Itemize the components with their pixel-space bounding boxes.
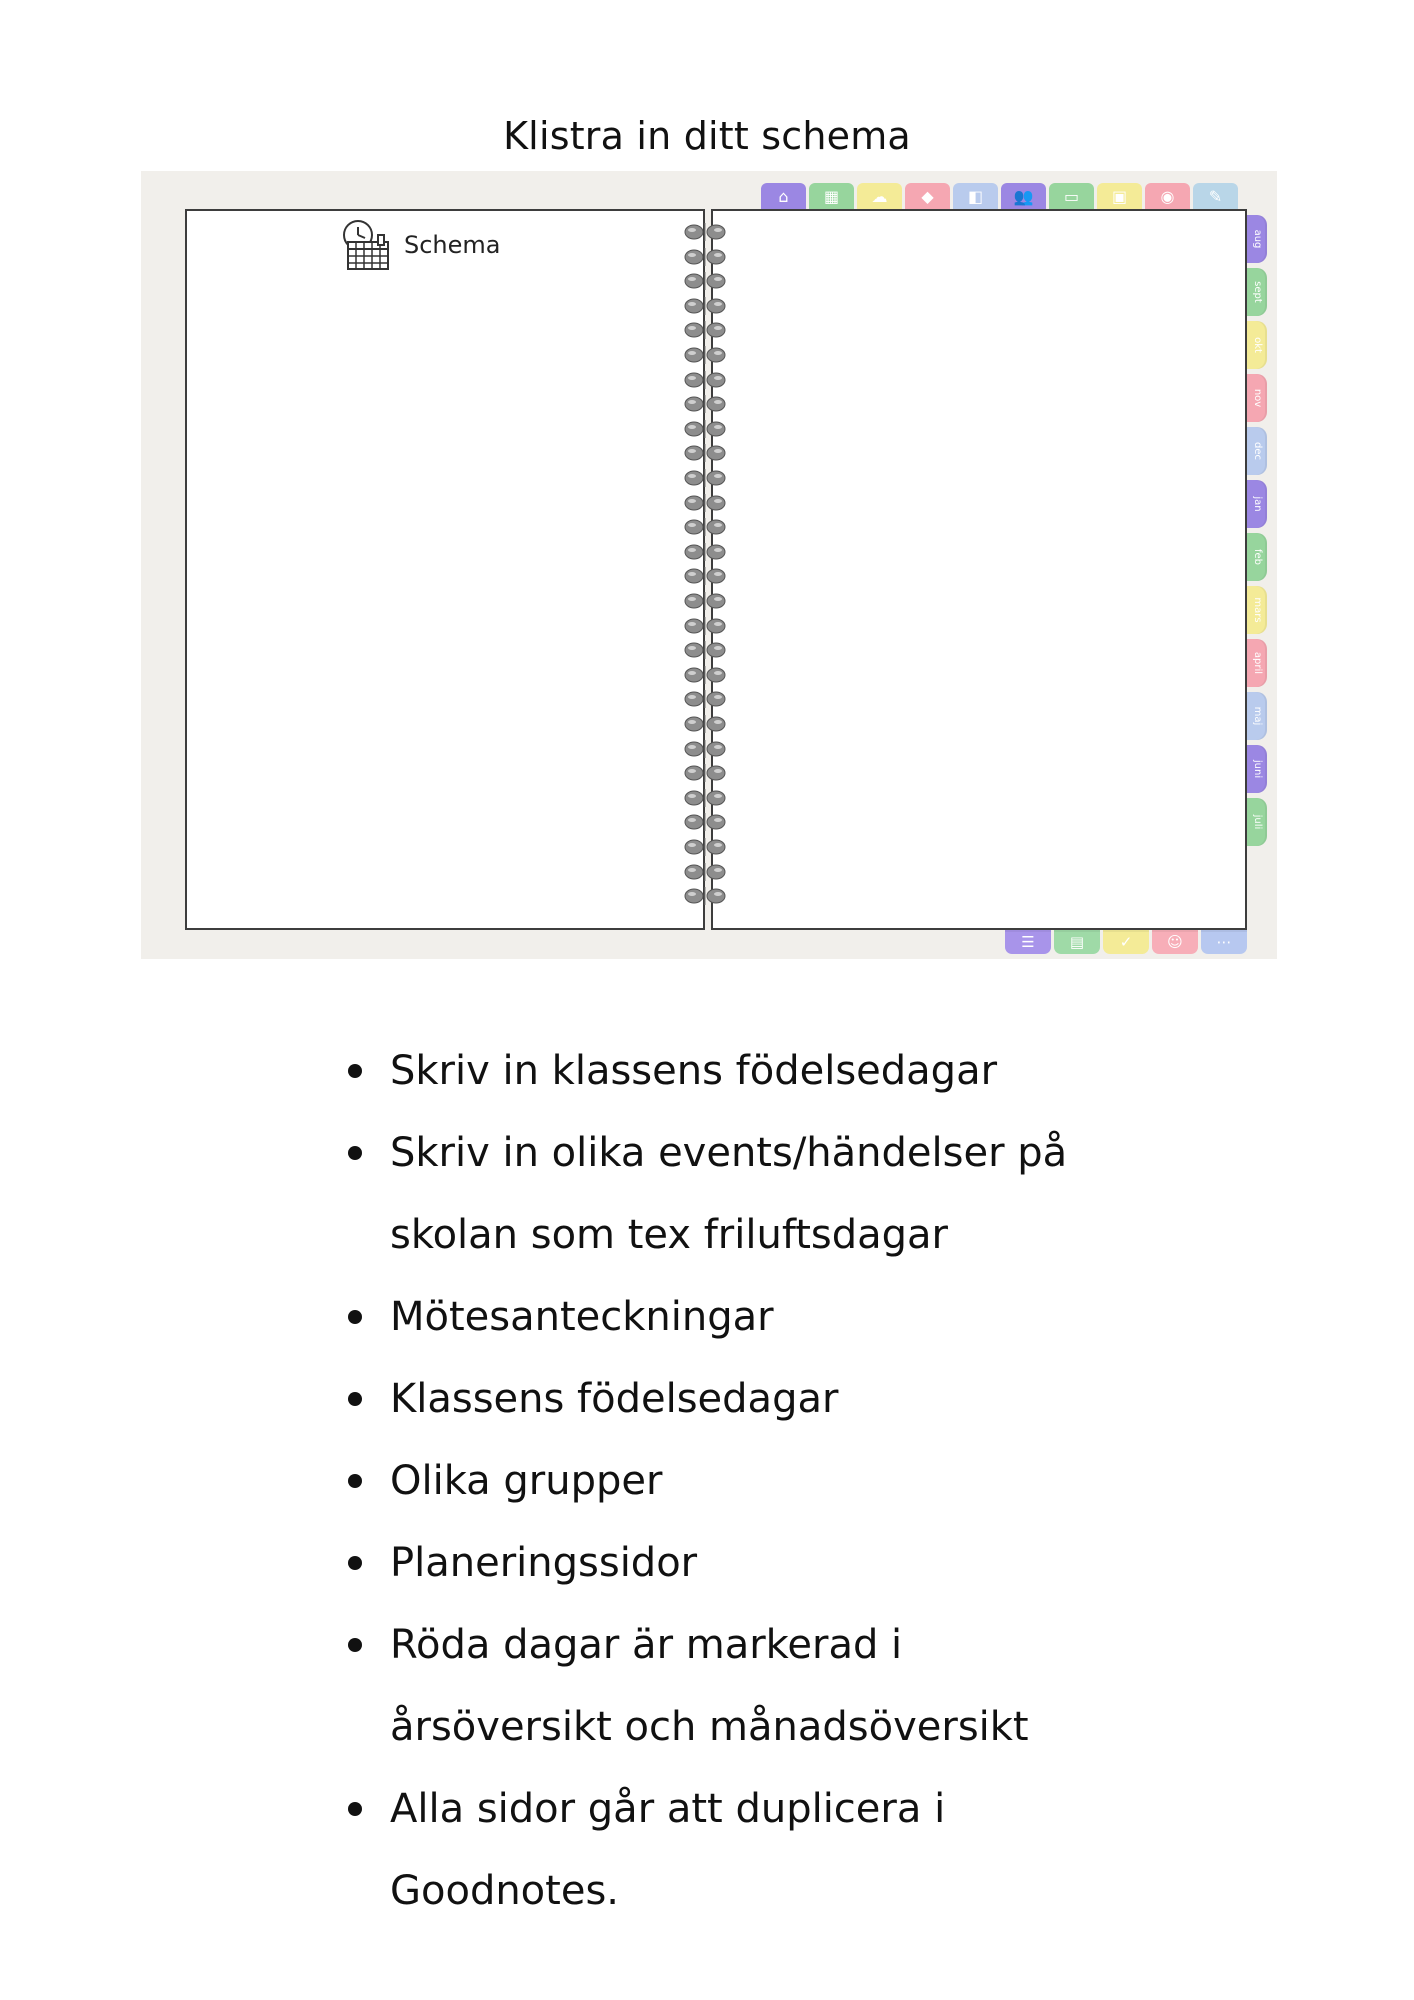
- school-bag-tab[interactable]: [1145, 183, 1190, 211]
- bottom-navigation-tabs: [1005, 930, 1245, 958]
- bullet-icon: [348, 1638, 362, 1652]
- binding-ring: [679, 272, 731, 290]
- binding-ring: [679, 641, 731, 659]
- binding-ring: [679, 764, 731, 782]
- binding-ring: [679, 469, 731, 487]
- graduation-cap-tab[interactable]: [905, 183, 950, 211]
- classroom-icon: ▣: [1111, 187, 1128, 206]
- bullet-icon: [348, 1064, 362, 1078]
- month-tab-label: april: [1252, 651, 1263, 675]
- feature-list-item: [340, 1768, 1120, 1932]
- month-tabs: [1247, 215, 1269, 855]
- month-tab-feb[interactable]: [1247, 533, 1267, 581]
- feature-list-item: [340, 1030, 1120, 1112]
- binding-ring: [679, 518, 731, 536]
- pencil-icon: ✎: [1208, 187, 1223, 206]
- document-icon: ▤: [1069, 932, 1085, 951]
- feature-list: [340, 1030, 1120, 1932]
- binding-ring: [679, 690, 731, 708]
- feature-text: Olika grupper: [390, 1458, 663, 1504]
- notes-icon: ☰: [1021, 932, 1035, 951]
- speech-bubble-tab[interactable]: [857, 183, 902, 211]
- feature-list-item: [340, 1358, 1120, 1440]
- classroom-tab[interactable]: [1097, 183, 1142, 211]
- binding-ring: [679, 740, 731, 758]
- binding-ring: [679, 248, 731, 266]
- schema-label: Schema: [404, 231, 501, 259]
- feature-text: Skriv in klassens födelsedagar: [390, 1048, 998, 1094]
- month-tab-juni[interactable]: [1247, 745, 1267, 793]
- binding-ring: [679, 543, 731, 561]
- planner-preview: [141, 171, 1277, 959]
- month-tab-dec[interactable]: [1247, 427, 1267, 475]
- bullet-icon: [348, 1146, 362, 1160]
- binding-ring: [679, 420, 731, 438]
- binding-ring: [679, 863, 731, 881]
- month-tab-label: nov: [1252, 388, 1263, 408]
- month-tab-label: jan: [1252, 496, 1263, 512]
- feature-text: Planeringssidor: [390, 1540, 698, 1586]
- month-tab-maj[interactable]: [1247, 692, 1267, 740]
- people-icon: 👥: [1013, 187, 1034, 206]
- graduation-cap-icon: ◆: [921, 187, 934, 206]
- notepad-tab[interactable]: [1049, 183, 1094, 211]
- home-tab[interactable]: [761, 183, 806, 211]
- feature-text: Skriv in olika events/händelser på skolan som tex friluftsdagar: [390, 1130, 1068, 1258]
- school-bag-icon: ◉: [1160, 187, 1175, 206]
- binding-ring: [679, 715, 731, 733]
- feature-list-item: [340, 1522, 1120, 1604]
- month-tab-label: maj: [1252, 706, 1263, 726]
- binding-ring: [679, 395, 731, 413]
- binding-ring: [679, 223, 731, 241]
- spiral-binding: [679, 223, 731, 913]
- month-tab-label: aug: [1252, 229, 1263, 249]
- binding-ring: [679, 567, 731, 585]
- binding-ring: [679, 346, 731, 364]
- month-tab-jan[interactable]: [1247, 480, 1267, 528]
- clock-calendar-icon: [340, 217, 396, 273]
- month-tab-mars[interactable]: [1247, 586, 1267, 634]
- checkmark-tab[interactable]: [1103, 930, 1149, 954]
- home-icon: ⌂: [778, 187, 789, 206]
- feature-text: Klassens födelsedagar: [390, 1376, 839, 1422]
- binding-ring: [679, 444, 731, 462]
- checkmark-icon: ✓: [1119, 932, 1133, 951]
- binding-ring: [679, 592, 731, 610]
- more-icon: ⋯: [1216, 932, 1232, 951]
- binding-ring: [679, 297, 731, 315]
- binding-ring: [679, 321, 731, 339]
- lunchbox-tab[interactable]: [953, 183, 998, 211]
- month-tab-april[interactable]: [1247, 639, 1267, 687]
- feature-text: Mötesanteckningar: [390, 1294, 774, 1340]
- month-tab-aug[interactable]: [1247, 215, 1267, 263]
- notepad-icon: ▭: [1063, 187, 1080, 206]
- month-tab-label: juni: [1252, 759, 1263, 779]
- binding-ring: [679, 666, 731, 684]
- bullet-icon: [348, 1474, 362, 1488]
- month-tab-label: dec: [1252, 442, 1263, 460]
- page-title: Klistra in ditt schema: [503, 114, 911, 158]
- bullet-icon: [348, 1802, 362, 1816]
- month-tab-nov[interactable]: [1247, 374, 1267, 422]
- month-tab-label: juli: [1252, 814, 1263, 830]
- binding-ring: [679, 813, 731, 831]
- feature-list-item: [340, 1112, 1120, 1276]
- schema-header: [340, 215, 501, 275]
- feature-text: Röda dagar är markerad i årsöversikt och månadsöversikt: [390, 1622, 1029, 1750]
- smiley-icon: ☺: [1167, 932, 1183, 951]
- lunchbox-icon: ◧: [967, 187, 984, 206]
- calendar-icon: ▦: [823, 187, 840, 206]
- binding-ring: [679, 887, 731, 905]
- bullet-icon: [348, 1310, 362, 1324]
- notes-tab[interactable]: [1005, 930, 1051, 954]
- month-tab-okt[interactable]: [1247, 321, 1267, 369]
- month-tab-label: mars: [1252, 597, 1263, 623]
- document-tab[interactable]: [1054, 930, 1100, 954]
- feature-list-item: [340, 1440, 1120, 1522]
- bullet-icon: [348, 1392, 362, 1406]
- binding-ring: [679, 494, 731, 512]
- pencil-tab[interactable]: [1193, 183, 1238, 211]
- binding-ring: [679, 838, 731, 856]
- right-planner-page: [711, 209, 1247, 930]
- binding-ring: [679, 371, 731, 389]
- calendar-tab[interactable]: [809, 183, 854, 211]
- bullet-icon: [348, 1556, 362, 1570]
- feature-list-item: [340, 1276, 1120, 1358]
- speech-bubble-icon: ☁: [871, 187, 888, 206]
- binding-ring: [679, 789, 731, 807]
- feature-list-item: [340, 1604, 1120, 1768]
- month-tab-label: sept: [1252, 281, 1263, 303]
- month-tab-label: feb: [1252, 548, 1263, 566]
- month-tab-label: okt: [1252, 337, 1263, 353]
- binding-ring: [679, 617, 731, 635]
- people-tab[interactable]: [1001, 183, 1046, 211]
- left-planner-page: [185, 209, 705, 930]
- feature-text: Alla sidor går att duplicera i Goodnotes.: [390, 1786, 946, 1914]
- smiley-tab[interactable]: [1152, 930, 1198, 954]
- month-tab-juli[interactable]: [1247, 798, 1267, 846]
- month-tab-sept[interactable]: [1247, 268, 1267, 316]
- more-tab[interactable]: [1201, 930, 1247, 954]
